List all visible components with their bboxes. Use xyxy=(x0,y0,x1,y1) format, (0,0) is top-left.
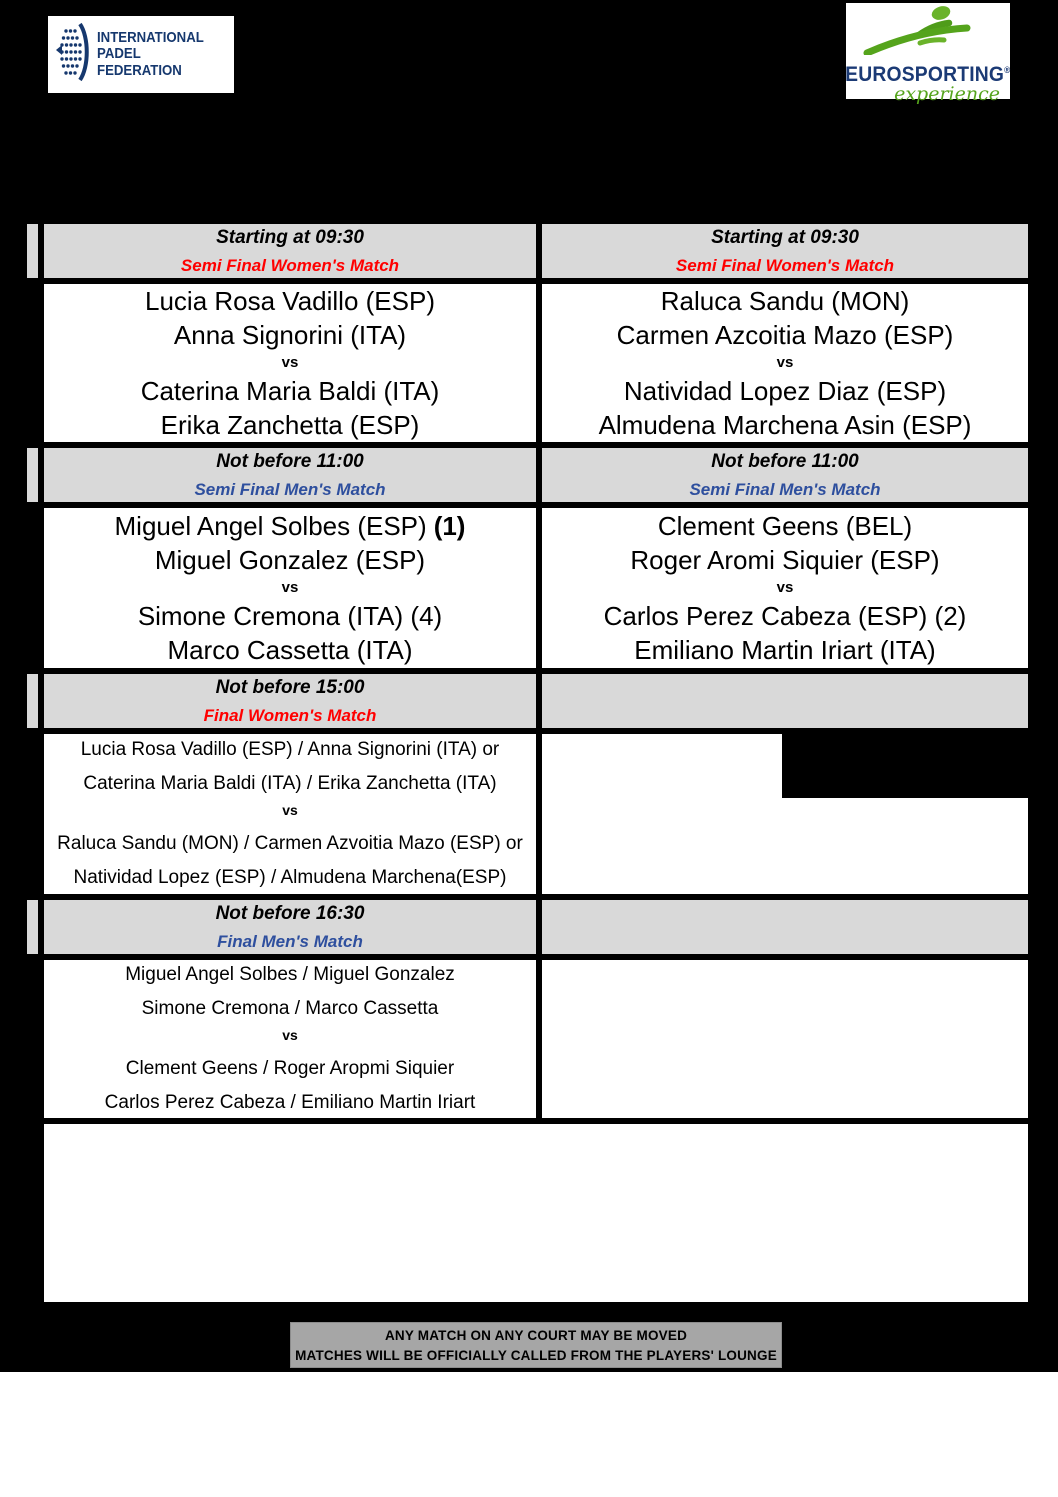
match-category: Final Women's Match xyxy=(203,705,377,725)
team-line: Lucia Rosa Vadillo (ESP) / Anna Signorini (ITA) or xyxy=(80,739,500,760)
session-time: Starting at 09:30 xyxy=(216,226,364,248)
eurosporting-logo xyxy=(845,3,1011,105)
court-strip-cell xyxy=(25,506,40,670)
session-time: Not before 11:00 xyxy=(711,450,859,472)
court-strip-cell xyxy=(25,222,40,280)
match-category: Final Men's Match xyxy=(217,931,363,951)
team-line: Miguel Gonzalez (ESP) xyxy=(154,545,426,575)
team-line: Carlos Perez Cabeza / Emiliano Martin Iriart xyxy=(104,1092,476,1113)
note-line: ANY MATCH ON ANY COURT MAY BE MOVED xyxy=(384,1327,688,1343)
team-line: Miguel Angel Solbes / Miguel Gonzalez xyxy=(125,964,455,985)
empty-notes-area xyxy=(42,1122,1030,1304)
team-line: Erika Zanchetta (ESP) xyxy=(160,410,420,440)
match-cell-empty-right-3 xyxy=(540,732,1030,896)
ipf-logo-text xyxy=(97,30,204,80)
court-strip-cell xyxy=(25,1122,40,1304)
vs-label: vs xyxy=(281,354,299,371)
match-cell-sf-men-left xyxy=(42,506,538,670)
session-header-left-3 xyxy=(42,672,538,730)
schedule-table xyxy=(25,222,1030,1304)
team-line: Almudena Marchena Asin (ESP) xyxy=(598,410,972,440)
match-cell-sf-women-right xyxy=(540,282,1030,444)
match-cell-sf-women-left xyxy=(42,282,538,444)
match-cell-empty-right-4 xyxy=(540,958,1030,1120)
match-category: Semi Final Women's Match xyxy=(675,255,895,275)
court-strip-cell xyxy=(25,732,40,896)
bottom-notes-box xyxy=(290,1322,782,1368)
match-cell-sf-men-right xyxy=(540,506,1030,670)
team-line: Roger Aromi Siquier (ESP) xyxy=(630,545,940,575)
session-header-right-3-empty xyxy=(540,672,1030,730)
eurosporting-wordmark: EUROSPORTING® xyxy=(845,63,1011,86)
team-line: Carlos Perez Cabeza (ESP) (2) xyxy=(603,601,967,631)
team-line: Natividad Lopez Diaz (ESP) xyxy=(623,376,947,406)
team-line: Caterina Maria Baldi (ITA) xyxy=(140,376,440,406)
note-line: MATCHES WILL BE OFFICIALLY CALLED FROM THE PLAYERS' LOUNGE xyxy=(295,1347,777,1363)
match-cell-final-men xyxy=(42,958,538,1120)
court-strip-cell xyxy=(25,446,40,504)
session-header-left-2 xyxy=(42,446,538,504)
ipf-logo-line1: INTERNATIONAL xyxy=(97,28,204,46)
session-time: Not before 11:00 xyxy=(216,450,364,472)
session-time: Not before 16:30 xyxy=(215,902,365,924)
vs-label: vs xyxy=(281,579,299,596)
match-category: Semi Final Men's Match xyxy=(689,479,881,499)
eurosporting-runner-icon xyxy=(863,5,993,60)
court-strip-cell xyxy=(25,898,40,956)
ipf-logo xyxy=(48,16,234,93)
team-line: Carmen Azcoitia Mazo (ESP) xyxy=(616,320,954,350)
match-category: Semi Final Women's Match xyxy=(180,255,400,275)
court-strip-cell xyxy=(25,672,40,730)
team-line: Simone Cremona / Marco Cassetta xyxy=(141,998,439,1019)
match-category: Semi Final Men's Match xyxy=(194,479,386,499)
team-line: Emiliano Martin Iriart (ITA) xyxy=(634,635,936,665)
vs-label: vs xyxy=(776,354,794,371)
ipf-logo-line2: PADEL xyxy=(97,45,141,63)
ipf-ball-icon xyxy=(54,22,90,87)
session-time: Starting at 09:30 xyxy=(711,226,859,248)
redacted-block xyxy=(782,734,1028,798)
trademark-symbol: ® xyxy=(1004,65,1011,75)
team-line: Clement Geens / Roger Aropmi Siquier xyxy=(125,1058,455,1079)
team-line: Caterina Maria Baldi (ITA) / Erika Zanchetta (ITA) xyxy=(83,773,497,794)
team-line: Marco Cassetta (ITA) xyxy=(167,635,413,665)
team-line: Raluca Sandu (MON) xyxy=(660,286,910,316)
team-line: Raluca Sandu (MON) / Carmen Azvoitia Mazo (ESP) or xyxy=(57,833,523,854)
session-header-right-4-empty xyxy=(540,898,1030,956)
session-header-right-2 xyxy=(540,446,1030,504)
match-cell-final-women xyxy=(42,732,538,896)
vs-label: vs xyxy=(282,1027,298,1043)
ipf-logo-line3: FEDERATION xyxy=(97,61,182,79)
eurosporting-tagline: experience xyxy=(894,83,1000,105)
session-header-left-1 xyxy=(42,222,538,280)
team-line: Clement Geens (BEL) xyxy=(657,511,913,541)
court-strip-cell xyxy=(25,282,40,444)
team-line: Miguel Angel Solbes (ESP) (1) xyxy=(114,511,466,541)
court-strip-cell xyxy=(25,958,40,1120)
vs-label: vs xyxy=(776,579,794,596)
seed-number: (1) xyxy=(433,511,466,541)
session-header-right-1 xyxy=(540,222,1030,280)
team-line: Natividad Lopez (ESP) / Almudena Marchena(ESP) xyxy=(73,867,507,888)
team-line: Anna Signorini (ITA) xyxy=(173,320,407,350)
team-line: Lucia Rosa Vadillo (ESP) xyxy=(145,286,435,316)
vs-label: vs xyxy=(282,802,298,818)
session-header-left-4 xyxy=(42,898,538,956)
session-time: Not before 15:00 xyxy=(215,676,365,698)
team-line: Simone Cremona (ITA) (4) xyxy=(137,601,443,631)
